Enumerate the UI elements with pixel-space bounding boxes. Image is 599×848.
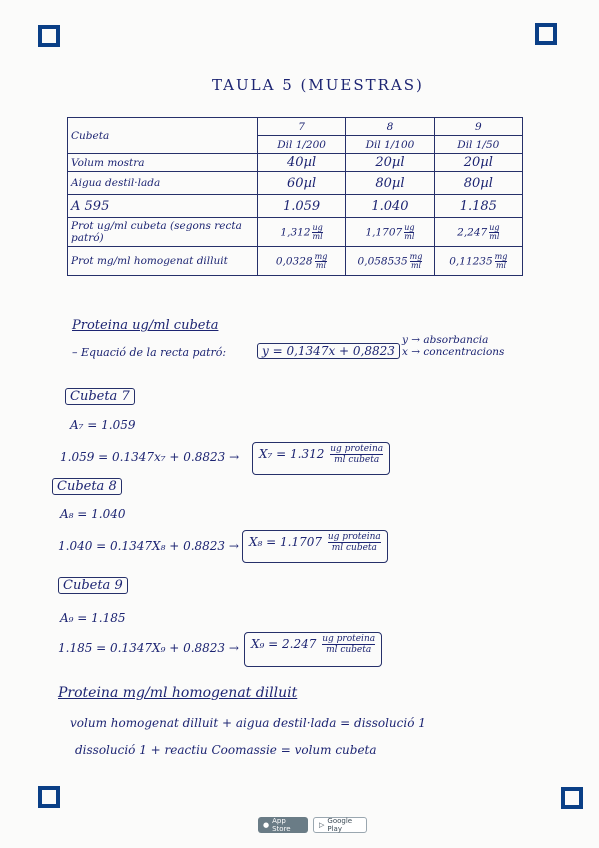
- cubeta-9-label: Cubeta 9: [58, 577, 128, 594]
- table-cell: 1,312 $\frac{ug}{ml}$: [257, 218, 345, 247]
- equation-box-wrap: [257, 343, 400, 359]
- app-store-label: App Store: [272, 817, 291, 833]
- table-row: [68, 172, 523, 195]
- section2-line2: dissolució 1 + reactiu Coomassie = volum cubeta: [75, 743, 377, 757]
- table-cell: 0,11235 $\frac{mg}{ml}$: [434, 247, 522, 276]
- cubeta-8-label-wrap: [52, 478, 122, 495]
- section-heading: Proteina ug/ml cubeta: [72, 318, 219, 333]
- table-header-row: [68, 118, 523, 136]
- play-icon: ▷: [319, 821, 325, 829]
- table-cell: 1.059: [257, 195, 345, 218]
- cubeta-8-result: X₈ = 1.1707 $\frac{\text{ug proteina}}{\text{ml cubeta}}$: [242, 530, 388, 563]
- cubeta-9-absorbance: A₉ = 1.185: [60, 611, 126, 625]
- app-store-badge[interactable]: [258, 817, 308, 833]
- google-play-badge[interactable]: [313, 817, 367, 833]
- cubeta-7-label-wrap: [65, 388, 135, 405]
- cubeta-7-absorbance: A₇ = 1.059: [70, 418, 136, 432]
- table-cell: 80µl: [346, 172, 434, 195]
- cubeta-7-equation: 1.059 = 0.1347x₇ + 0.8823 →: [60, 450, 240, 464]
- section-heading-2: Proteina mg/ml homogenat dilluit: [58, 685, 298, 701]
- table-cell: 20µl: [346, 154, 434, 172]
- table-cell: 20µl: [434, 154, 522, 172]
- row-label: Aigua destil·lada: [68, 172, 258, 195]
- dilution-cell: Dil 1/200: [257, 136, 345, 154]
- table-row: [68, 195, 523, 218]
- cubeta-9-label-wrap: [58, 577, 128, 594]
- table-row: [68, 247, 523, 276]
- cubeta-7-result: X₇ = 1.312 $\frac{\text{ug proteina}}{\text{ml cubeta}}$: [252, 442, 390, 475]
- row-label: Prot ug/ml cubeta (segons recta patró): [68, 218, 258, 247]
- legend-x: x → concentracions: [402, 346, 505, 358]
- cubeta-9-equation: 1.185 = 0.1347X₉ + 0.8823 →: [58, 641, 239, 655]
- google-play-label: Google Play: [327, 817, 353, 833]
- dilution-cell: Dil 1/100: [346, 136, 434, 154]
- equation-intro: – Equació de la recta patró:: [72, 346, 227, 359]
- table-header-cell: 8: [346, 118, 434, 136]
- row-label: Volum mostra: [68, 154, 258, 172]
- cubeta-7-label: Cubeta 7: [65, 388, 135, 405]
- table-cell: 60µl: [257, 172, 345, 195]
- table-row: [68, 218, 523, 247]
- table-cell: 1.185: [434, 195, 522, 218]
- page-title: TAULA 5 (MUESTRAS): [212, 76, 424, 94]
- standard-curve-equation: y = 0,1347x + 0,8823: [257, 343, 400, 359]
- table-cell: 0,0328 $\frac{mg}{ml}$: [257, 247, 345, 276]
- table-cell: 80µl: [434, 172, 522, 195]
- cubeta-9-result: X₉ = 2.247 $\frac{\text{ug proteina}}{\text{ml cubeta}}$: [244, 632, 382, 667]
- dilution-cell: Dil 1/50: [434, 136, 522, 154]
- corner-marker-top-right: [535, 23, 557, 45]
- corner-marker-bottom-left: [38, 786, 60, 808]
- apple-icon: ●: [263, 821, 270, 829]
- samples-table: [67, 117, 523, 276]
- corner-marker-bottom-right: [561, 787, 583, 809]
- table-cell: 0,058535 $\frac{mg}{ml}$: [346, 247, 434, 276]
- legend-y: y → absorbancia: [402, 334, 489, 346]
- table-cell: 1.040: [346, 195, 434, 218]
- row-label: Prot mg/ml homogenat dilluit: [68, 247, 258, 276]
- table-cell: 1,1707 $\frac{ug}{ml}$: [346, 218, 434, 247]
- cubeta-8-label: Cubeta 8: [52, 478, 122, 495]
- corner-marker-top-left: [38, 25, 60, 47]
- table-header-cell: 7: [257, 118, 345, 136]
- table-header-cell: 9: [434, 118, 522, 136]
- cubeta-8-absorbance: A₈ = 1.040: [60, 507, 126, 521]
- table-header-label: Cubeta: [68, 118, 258, 154]
- table-cell: 2,247 $\frac{ug}{ml}$: [434, 218, 522, 247]
- table-cell: 40µl: [257, 154, 345, 172]
- row-label: A 595: [68, 195, 258, 218]
- cubeta-8-equation: 1.040 = 0.1347X₈ + 0.8823 →: [58, 539, 239, 553]
- section2-line1: volum homogenat dilluit + aigua destil·lada = dissolució 1: [70, 716, 426, 730]
- table-row: [68, 154, 523, 172]
